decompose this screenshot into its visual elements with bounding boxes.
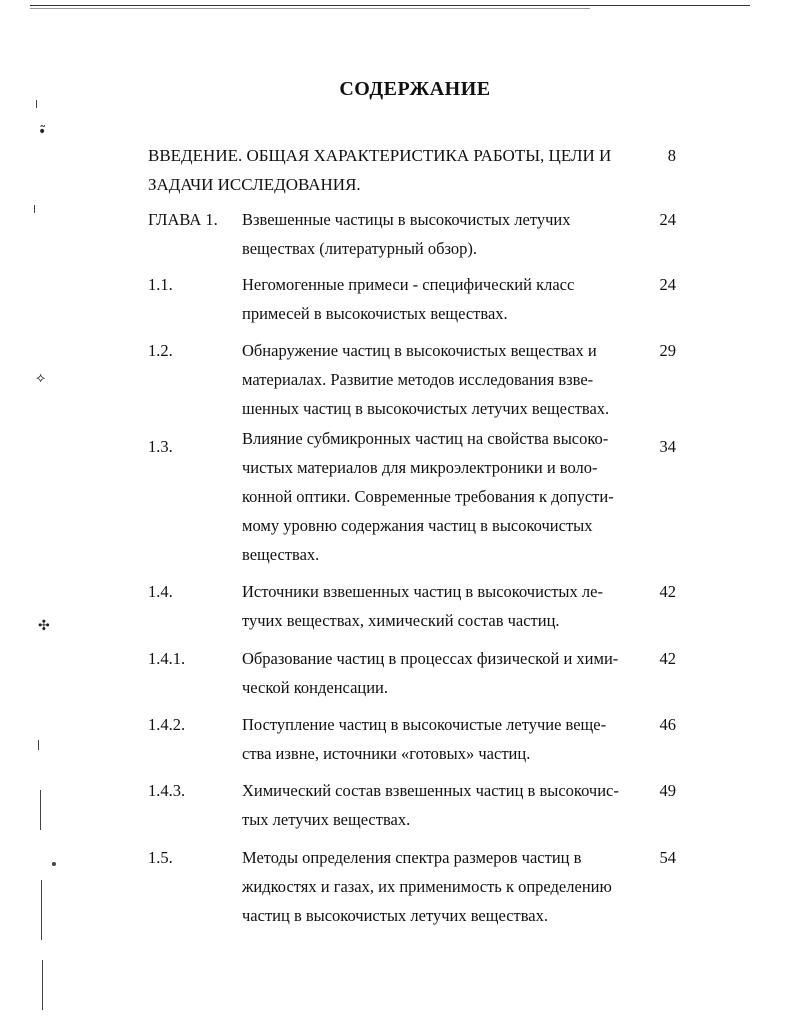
toc-entry-number: 1.4.1. (148, 649, 186, 668)
toc-entry-number: 1.5. (148, 848, 173, 867)
toc-entry-number: 1.3. (148, 437, 173, 456)
toc-entry-number: 1.4. (148, 582, 173, 601)
toc-entry-line: ческой конденсации. (242, 678, 389, 697)
margin-mark (36, 100, 37, 108)
toc-entry-page-number: 34 (659, 437, 676, 456)
toc-entry-page-number: 49 (659, 781, 676, 800)
toc-entry-line: примесей в высокочистых веществах. (242, 304, 508, 323)
toc-entry-title (242, 644, 642, 702)
binding-hole-mark: •̃ (38, 124, 47, 140)
toc-entry-title (242, 710, 642, 768)
margin-mark (38, 740, 39, 750)
toc-entry-title (242, 336, 642, 423)
page-title: СОДЕРЖАНИЕ (339, 78, 491, 100)
toc-entry-line: Источники взвешенных частиц в высокочистых ле- (242, 582, 603, 601)
toc-entry-page-number: 29 (659, 341, 676, 360)
margin-mark (52, 862, 56, 866)
toc-entry-page-number: 24 (659, 210, 676, 229)
toc-entry-line: веществах (литературный обзор). (242, 239, 478, 258)
toc-entry-number: 1.2. (148, 341, 173, 360)
margin-mark (42, 960, 43, 1010)
toc-entry-page-number: 54 (659, 848, 676, 867)
toc-entry-title (242, 424, 642, 569)
toc-entry-line: Негомогенные примеси - специфический класс (242, 275, 575, 294)
toc-entry-line: материалах. Развитие методов исследования взве- (242, 370, 594, 389)
toc-entry-title (242, 843, 642, 930)
toc-entry-line: Обнаружение частиц в высокочистых веществах и (242, 341, 597, 360)
top-border-line (30, 5, 750, 6)
toc-entry-page-number: 46 (659, 715, 676, 734)
margin-mark (40, 790, 41, 830)
toc-entry-line: конной оптики. Современные требования к допусти- (242, 487, 614, 506)
toc-entry-number: 1.4.2. (148, 715, 186, 734)
toc-entry-page-number: 42 (659, 582, 676, 601)
toc-entry-title (242, 205, 642, 263)
toc-entry-line: Взвешенные частицы в высокочистых летучих (242, 210, 571, 229)
toc-entry-line: Химический состав взвешенных частиц в высокочис- (242, 781, 619, 800)
toc-entry-line: Образование частиц в процессах физической и хими- (242, 649, 619, 668)
toc-entry-line: Влияние субмикронных частиц на свойства высоко- (242, 429, 609, 448)
toc-entry-line: ства извне, источники «готовых» частиц. (242, 744, 531, 763)
toc-entry-page-number: 42 (659, 649, 676, 668)
toc-entry-line: мому уровню содержания частиц в высокочистых (242, 516, 593, 535)
toc-entry-line: Поступление частиц в высокочистые летучие веще- (242, 715, 607, 734)
binding-hole-mark: ✣ (38, 618, 50, 634)
toc-entry-line: жидкостях и газах, их применимость к определению (242, 877, 612, 896)
toc-intro-line-2: ЗАДАЧИ ИССЛЕДОВАНИЯ. (148, 175, 361, 194)
toc-entry-number: 1.1. (148, 275, 173, 294)
toc-entry-line: шенных частиц в высокочистых летучих веществах. (242, 399, 610, 418)
toc-entry-line: веществах. (242, 545, 320, 564)
toc-entry-line: тых летучих веществах. (242, 810, 411, 829)
toc-intro-page-number: 8 (667, 146, 676, 165)
top-border-line-secondary (30, 8, 590, 9)
toc-entry-line: частиц в высокочистых летучих веществах. (242, 906, 548, 925)
toc-entry-page-number: 24 (659, 275, 676, 294)
toc-entry-title (242, 577, 642, 635)
margin-mark (41, 880, 42, 940)
binding-hole-mark: ⟡ (36, 370, 46, 386)
margin-mark (34, 205, 35, 213)
toc-entry-line: тучих веществах, химический состав частиц. (242, 611, 560, 630)
toc-intro-entry (148, 141, 638, 199)
toc-entry-title (242, 270, 642, 328)
toc-intro-line-1: ВВЕДЕНИЕ. ОБЩАЯ ХАРАКТЕРИСТИКА РАБОТЫ, ЦЕЛИ И (148, 146, 612, 165)
toc-entry-line: Методы определения спектра размеров частиц в (242, 848, 582, 867)
toc-entry-title (242, 776, 642, 834)
toc-entry-line: чистых материалов для микроэлектроники и воло- (242, 458, 598, 477)
toc-entry-number: ГЛАВА 1. (148, 210, 218, 229)
toc-entry-number: 1.4.3. (148, 781, 186, 800)
